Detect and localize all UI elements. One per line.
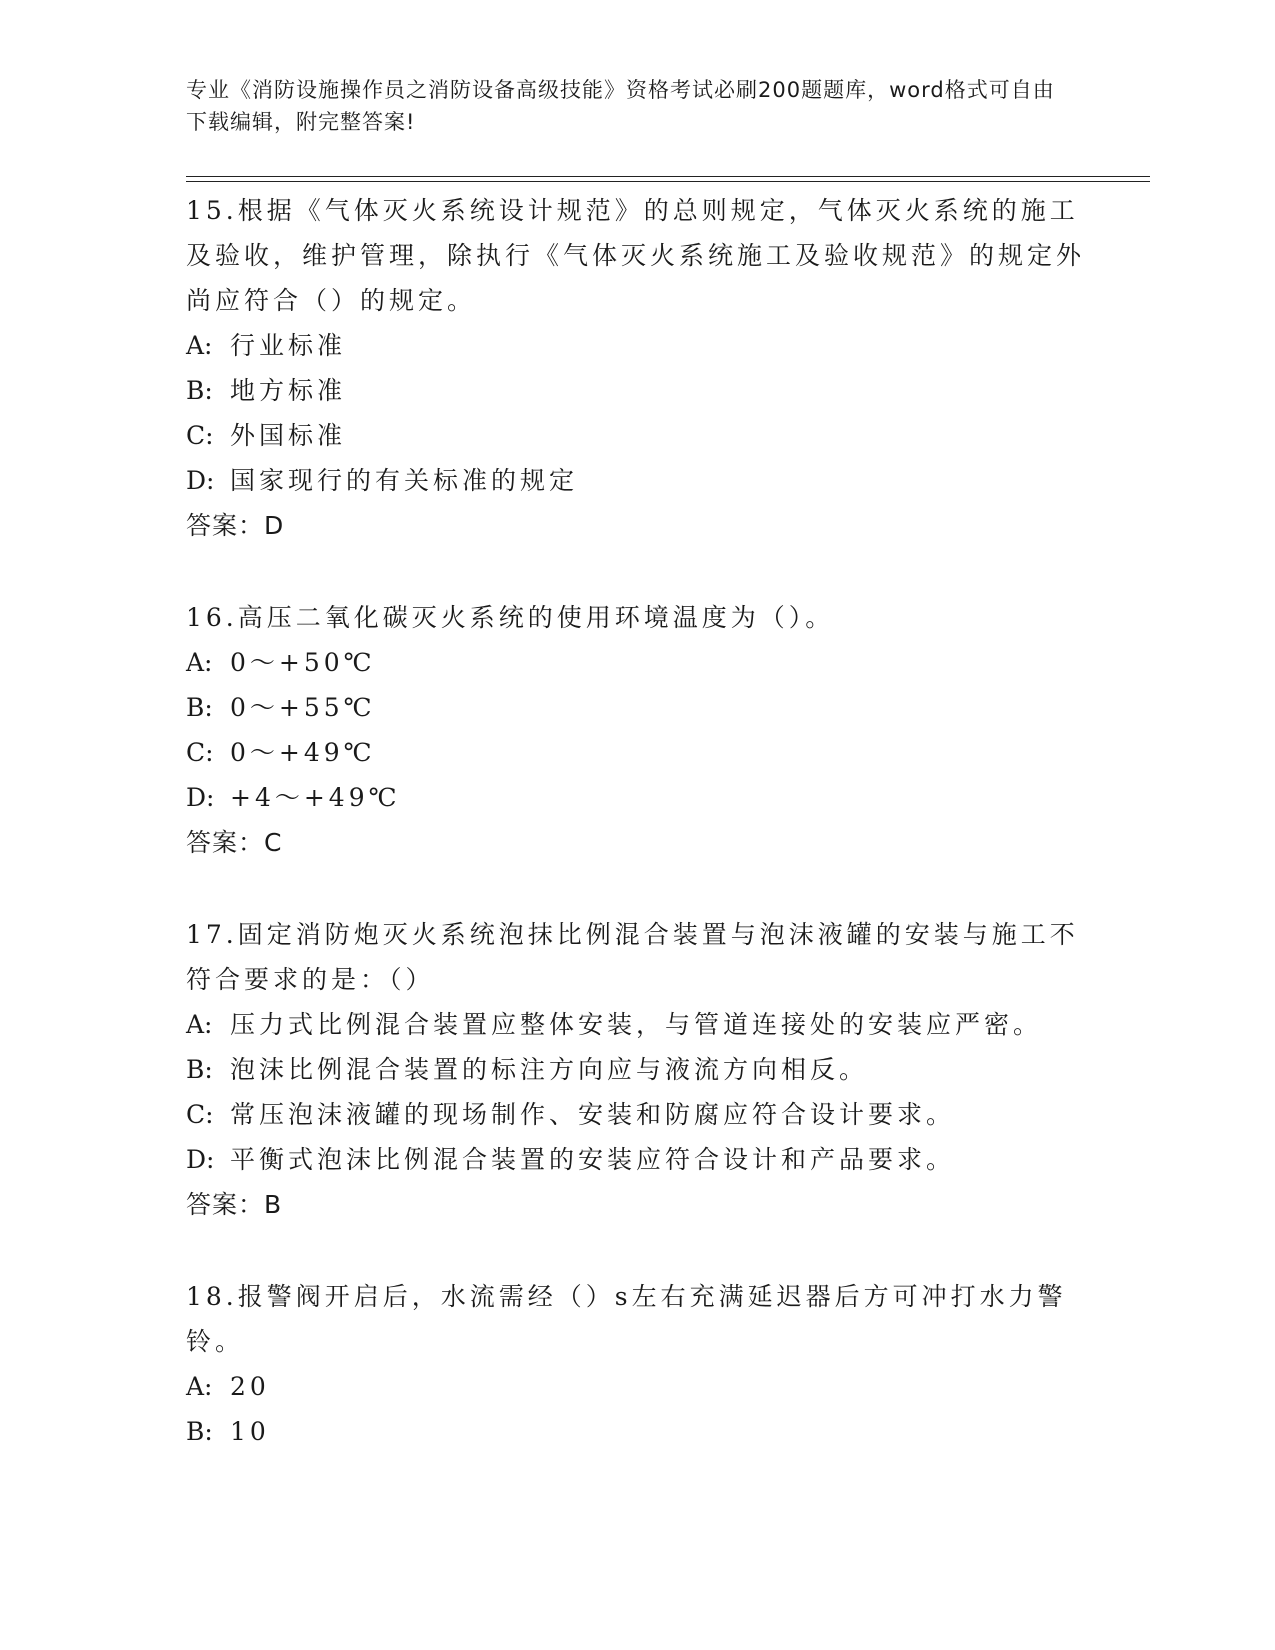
option-letter: B: — [186, 376, 213, 405]
option-a — [186, 323, 1086, 368]
option-text: 泡沫比例混合装置的标注方向应与液流方向相反。 — [230, 1055, 869, 1084]
option-letter: A: — [186, 1010, 213, 1039]
option-text: 0～+50℃ — [230, 648, 376, 677]
option-letter: D: — [186, 783, 215, 812]
question-17 — [186, 912, 1086, 1228]
option-b — [186, 368, 1086, 413]
option-text: 国家现行的有关标准的规定 — [230, 466, 579, 495]
option-letter: A: — [186, 648, 213, 677]
option-d — [186, 775, 1086, 820]
option-letter: D: — [186, 466, 215, 495]
answer-line: 答案：C — [186, 828, 283, 857]
option-text: 10 — [230, 1417, 270, 1446]
document-header: 专业《消防设施操作员之消防设备高级技能》资格考试必刷200题题库，word格式可自由下载编辑，附完整答案! — [186, 78, 1055, 134]
question-stem: 15.根据《气体灭火系统设计规范》的总则规定，气体灭火系统的施工及验收，维护管理，除执行《气体灭火系统施工及验收规范》的规定外尚应符合（）的规定。 — [186, 196, 1086, 315]
option-a — [186, 1002, 1086, 1047]
option-letter: B: — [186, 1055, 213, 1084]
option-text: 20 — [230, 1372, 270, 1401]
option-letter: D: — [186, 1145, 215, 1174]
option-b — [186, 685, 1086, 730]
option-letter: A: — [186, 1372, 213, 1401]
question-stem: 18.报警阀开启后，水流需经（）s左右充满延迟器后方可冲打水力警铃。 — [186, 1282, 1067, 1356]
option-b — [186, 1409, 1086, 1454]
option-c — [186, 730, 1086, 775]
option-text: 外国标准 — [230, 421, 347, 450]
answer-line: 答案：D — [186, 511, 285, 540]
option-letter: A: — [186, 331, 213, 360]
option-letter: C: — [186, 738, 214, 767]
option-c — [186, 413, 1086, 458]
option-text: 行业标准 — [230, 331, 347, 360]
question-stem: 16.高压二氧化碳灭火系统的使用环境温度为（）。 — [186, 603, 835, 632]
option-a — [186, 640, 1086, 685]
option-d — [186, 458, 1086, 503]
option-c — [186, 1092, 1086, 1137]
question-list — [186, 188, 1086, 1500]
question-16 — [186, 595, 1086, 866]
option-text: 常压泡沫液罐的现场制作、安装和防腐应符合设计要求。 — [230, 1100, 956, 1129]
option-text: 地方标准 — [230, 376, 347, 405]
option-letter: B: — [186, 693, 213, 722]
header-divider-bottom — [186, 181, 1150, 182]
answer-line: 答案：B — [186, 1190, 283, 1219]
header-divider-top — [186, 176, 1150, 177]
option-text: 0～+55℃ — [230, 693, 376, 722]
option-b — [186, 1047, 1086, 1092]
question-15 — [186, 188, 1086, 549]
option-d — [186, 1137, 1086, 1182]
option-text: 压力式比例混合装置应整体安装，与管道连接处的安装应严密。 — [230, 1010, 1043, 1039]
option-letter: C: — [186, 1100, 214, 1129]
option-text: 0～+49℃ — [230, 738, 376, 767]
option-text: 平衡式泡沫比例混合装置的安装应符合设计和产品要求。 — [230, 1145, 956, 1174]
option-text: +4～+49℃ — [230, 783, 401, 812]
question-18 — [186, 1274, 1086, 1454]
option-letter: C: — [186, 421, 214, 450]
question-stem: 17.固定消防炮灭火系统泡抹比例混合装置与泡沫液罐的安装与施工不符合要求的是：（） — [186, 920, 1079, 994]
option-letter: B: — [186, 1417, 213, 1446]
option-a — [186, 1364, 1086, 1409]
